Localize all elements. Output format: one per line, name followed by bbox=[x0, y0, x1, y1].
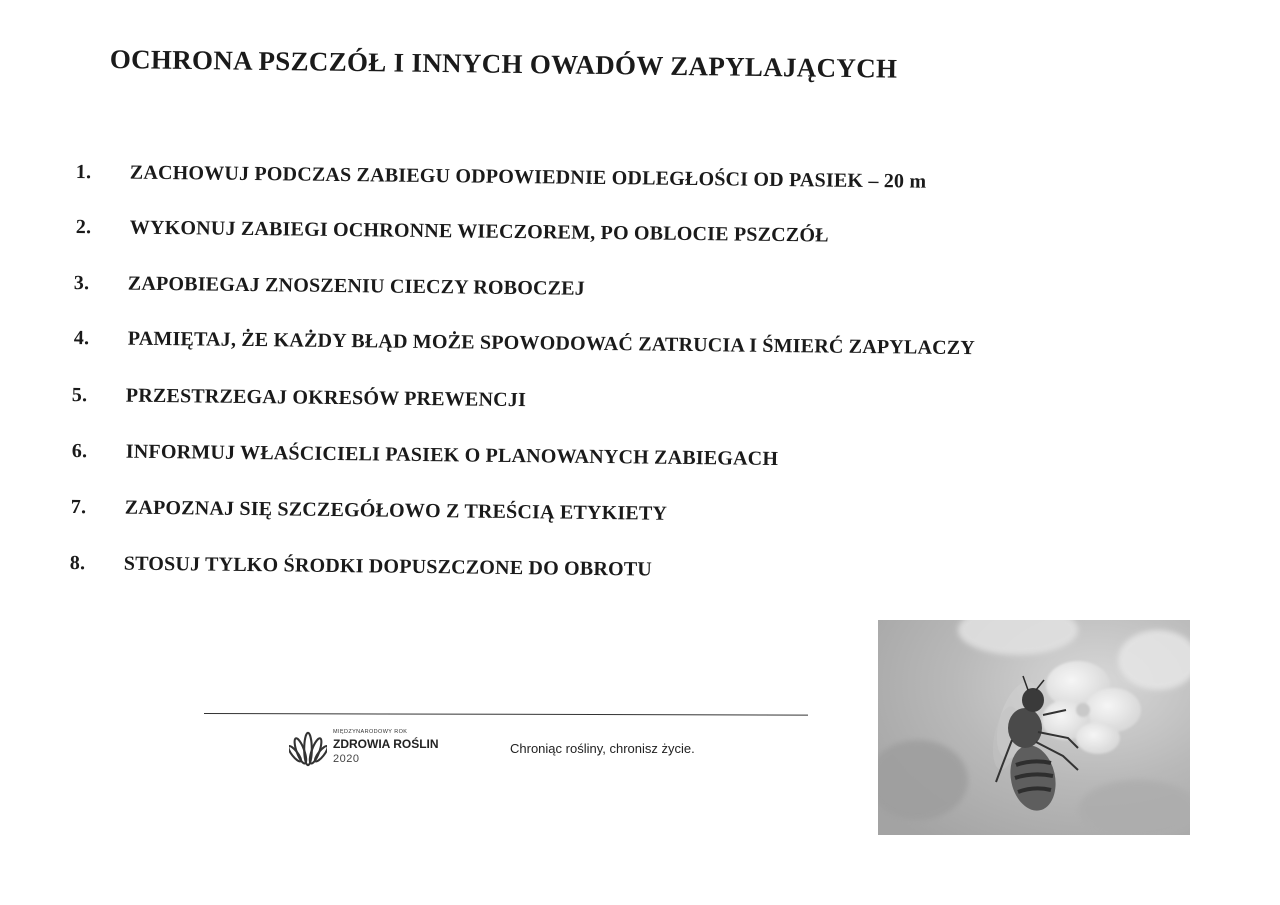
list-item-number: 5. bbox=[71, 384, 88, 407]
list-item-number: 8. bbox=[69, 552, 86, 575]
list-item-number: 4. bbox=[73, 327, 90, 350]
list-item-text: PRZESTRZEGAJ OKRESÓW PREWENCJI bbox=[125, 384, 527, 412]
bee-photo-icon bbox=[878, 620, 1190, 835]
list-item-number: 3. bbox=[73, 272, 90, 295]
leaf-logo-icon bbox=[289, 730, 327, 768]
footer-slogan: Chroniąc rośliny, chronisz życie. bbox=[510, 741, 695, 756]
zdrowia-roslin-logo bbox=[289, 727, 439, 777]
list-item-text: STOSUJ TYLKO ŚRODKI DOPUSZCZONE DO OBROTU bbox=[123, 552, 653, 581]
logo-year: 2020 bbox=[333, 753, 360, 765]
list-item-number: 6. bbox=[71, 440, 88, 463]
list-item-number: 2. bbox=[75, 216, 92, 239]
list-item-number: 7. bbox=[70, 496, 87, 519]
list-item-text: ZAPOZNAJ SIĘ SZCZEGÓŁOWO Z TREŚCIĄ ETYKIETY bbox=[124, 496, 668, 525]
list-item-number: 1. bbox=[75, 161, 92, 184]
page-title: OCHRONA PSZCZÓŁ I INNYCH OWADÓW ZAPYLAJĄCYCH bbox=[109, 44, 898, 84]
list-item-text: WYKONUJ ZABIEGI OCHRONNE WIECZOREM, PO OBLOCIE PSZCZÓŁ bbox=[129, 216, 829, 247]
logo-small-caption: MIĘDZYNARODOWY ROK bbox=[333, 729, 408, 735]
logo-main-caption: ZDROWIA ROŚLIN bbox=[333, 737, 439, 751]
list-item-text: ZACHOWUJ PODCZAS ZABIEGU ODPOWIEDNIE ODLEGŁOŚCI OD PASIEK – 20 m bbox=[129, 161, 927, 193]
list-item-text: PAMIĘTAJ, ŻE KAŻDY BŁĄD MOŻE SPOWODOWAĆ ZATRUCIA I ŚMIERĆ ZAPYLACZY bbox=[127, 327, 976, 360]
list-item-text: ZAPOBIEGAJ ZNOSZENIU CIECZY ROBOCZEJ bbox=[127, 272, 586, 300]
list-item-text: INFORMUJ WŁAŚCICIELI PASIEK O PLANOWANYCH ZABIEGACH bbox=[125, 440, 779, 471]
bee-on-flower-photo bbox=[878, 620, 1190, 835]
